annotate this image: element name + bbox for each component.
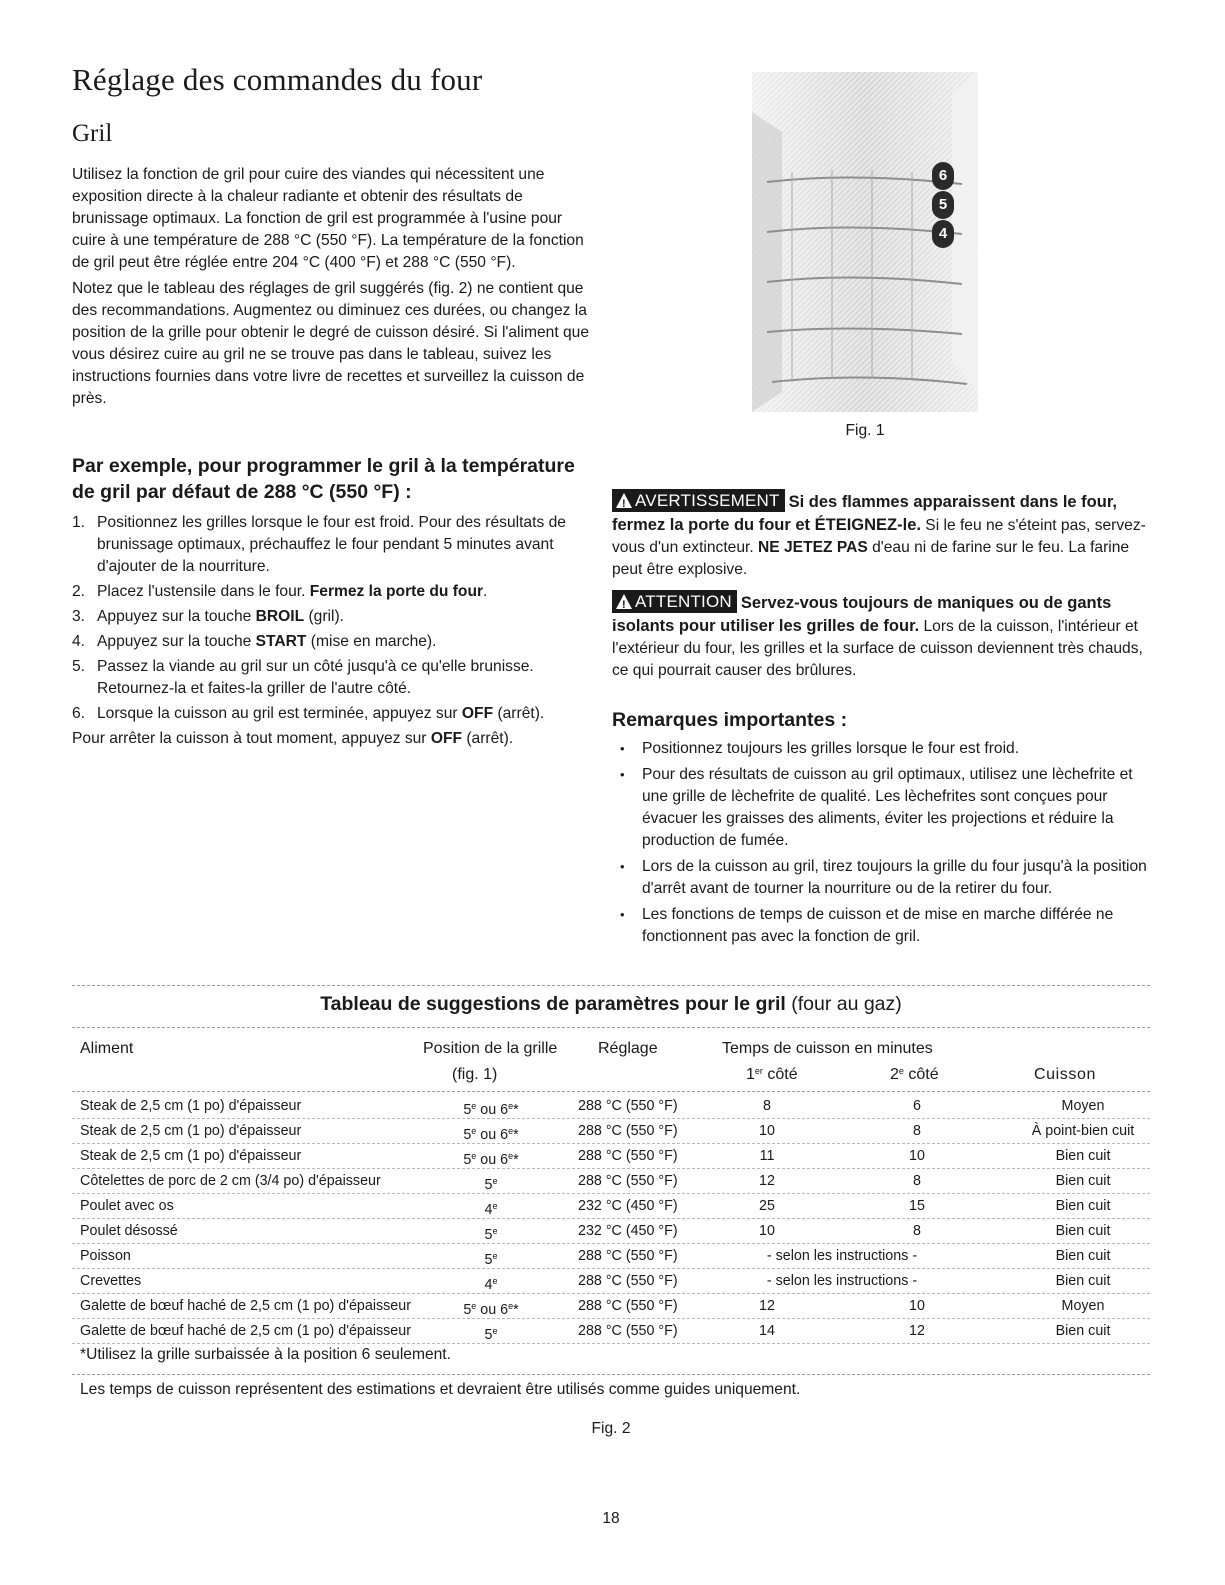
- cell-doneness: Bien cuit: [1055, 1198, 1111, 1214]
- cell-food: Poulet désossé: [80, 1223, 178, 1239]
- warning-triangle-icon: [616, 493, 632, 508]
- steps: [72, 512, 590, 725]
- cell-side2: 8: [913, 1223, 921, 1239]
- table-row: [72, 1144, 1150, 1169]
- table-bottom-rule: [72, 1374, 1150, 1375]
- cell-side1: 12: [759, 1298, 775, 1314]
- cell-doneness: Bien cuit: [1055, 1273, 1111, 1289]
- col-header-setting: Réglage: [598, 1040, 658, 1057]
- step-item: [72, 512, 590, 578]
- step-number: 2.: [72, 583, 86, 600]
- cell-setting: 288 °C (550 °F): [578, 1323, 678, 1339]
- cell-doneness: Bien cuit: [1055, 1323, 1111, 1339]
- cell-doneness: Moyen: [1061, 1298, 1105, 1314]
- note-item: • Les fonctions de temps de cuisson et de mise en marche différée ne fonctionnent pas avec la fonction de gril.: [612, 904, 1148, 948]
- warning-badge: !AVERTISSEMENT: [612, 489, 785, 512]
- rack-position: 4e: [484, 1276, 498, 1293]
- paragraph: Utilisez la fonction de gril pour cuire des viandes qui nécessitent une exposition directe à la chaleur radiante et obtenir des résultats de brunissage optimaux. La fonction de gril est programmée à l'usine pour cuire à une température de 288 °C (550 °F). La température de la fonction de gril peut être réglée entre 204 °C (400 °F) et 288 °C (550 °F).: [72, 166, 584, 271]
- cell-side1: 10: [759, 1223, 775, 1239]
- cell-setting: 288 °C (550 °F): [578, 1148, 678, 1164]
- step-emphasis: BROIL: [255, 608, 305, 625]
- rack-position: 5e: [484, 1176, 498, 1193]
- cell-food: Galette de bœuf haché de 2,5 cm (1 po) d'épaisseur: [80, 1298, 411, 1314]
- cell-doneness: Bien cuit: [1055, 1248, 1111, 1264]
- cell-food: Steak de 2,5 cm (1 po) d'épaisseur: [80, 1123, 302, 1139]
- caution-lead: Servez-vous toujours de maniques ou de gants isolants pour utiliser les grilles de four.: [612, 594, 1112, 635]
- note-item: • Positionnez toujours les grilles lorsque le four est froid.: [612, 738, 1148, 760]
- cell-setting: 232 °C (450 °F): [578, 1198, 678, 1214]
- caution-block: [612, 590, 1148, 682]
- step-text: Placez l'ustensile dans le four.: [97, 583, 310, 600]
- stop-note-emphasis: OFF: [430, 730, 463, 747]
- col-header-side1: 1er côté: [746, 1066, 798, 1083]
- warning-lead: Si des flammes apparaissent dans le four, fermez la porte du four et ÉTEIGNEZ-le.: [612, 493, 1117, 534]
- step-emphasis: Fermez la porte du four: [309, 583, 484, 600]
- cell-side1: 8: [763, 1098, 771, 1114]
- cell-food: Steak de 2,5 cm (1 po) d'épaisseur: [80, 1098, 302, 1114]
- table-top-rule: [72, 985, 1150, 986]
- cell-setting: 288 °C (550 °F): [578, 1273, 678, 1289]
- step-text: Lorsque la cuisson au gril est terminée, appuyez sur: [97, 705, 462, 722]
- stop-note-end: (arrêt).: [462, 730, 514, 747]
- table-row: [72, 1219, 1150, 1244]
- rack-position-4-label: 4: [932, 220, 954, 248]
- step-item: [72, 703, 590, 725]
- rack-position: 4e: [484, 1201, 498, 1218]
- step-text-end: (mise en marche).: [306, 633, 437, 650]
- cell-side2: 8: [913, 1173, 921, 1189]
- cell-setting: 232 °C (450 °F): [578, 1223, 678, 1239]
- paragraph: Notez que le tableau des réglages de gril suggérés (fig. 2) ne contient que des recommandations. Augmentez ou diminuez ces durées, ou changez la position de la grille pour obtenir le degré de cuisson désiré. Si l'aliment que vous désirez cuire au gril ne se trouve pas dans le tableau, suivez les instructions fournies dans votre livre de recettes et surveillez la cuisson de près.: [72, 280, 590, 407]
- rack-position: 5e: [484, 1251, 498, 1268]
- oven-rack-figure: [752, 72, 978, 412]
- cell-food: Poisson: [80, 1248, 131, 1264]
- notes-list-container: [612, 738, 1148, 952]
- rack-position: 5e ou 6e*: [463, 1126, 519, 1143]
- figure-1-caption: Fig. 1: [845, 422, 885, 439]
- step-item: [72, 656, 590, 700]
- step-item: [72, 631, 590, 653]
- rack-position: 5e ou 6e*: [463, 1101, 519, 1118]
- table-header-rule: [72, 1091, 1150, 1092]
- table-row: [72, 1319, 1150, 1344]
- step-text: Appuyez sur la touche: [97, 633, 256, 650]
- notes-heading: Remarques importantes :: [612, 709, 848, 731]
- stop-note: [72, 728, 590, 750]
- step-number: 6.: [72, 705, 86, 722]
- step-item: [72, 606, 590, 628]
- step-number: 3.: [72, 608, 86, 625]
- cell-time-note: - selon les instructions -: [766, 1273, 918, 1289]
- cell-food: Steak de 2,5 cm (1 po) d'épaisseur: [80, 1148, 302, 1164]
- step-number: 5.: [72, 658, 86, 675]
- table-row: [72, 1269, 1150, 1294]
- note-item: • Pour des résultats de cuisson au gril optimaux, utilisez une lèchefrite et une grille de lèchefrite de qualité. Les lèchefrites sont conçues pour évacuer les graisses des aliments, éviter les projections et réduire la production de fumée.: [612, 764, 1148, 852]
- cell-side1: 14: [759, 1323, 775, 1339]
- cell-side2: 8: [913, 1123, 921, 1139]
- rack-position-6-label: 6: [932, 162, 954, 190]
- cell-doneness: Moyen: [1061, 1098, 1105, 1114]
- col-header-time: Temps de cuisson en minutes: [722, 1040, 933, 1057]
- page-title: Réglage des commandes du four: [72, 62, 483, 97]
- cell-side1: 12: [759, 1173, 775, 1189]
- step-emphasis: START: [255, 633, 307, 650]
- cell-food: Crevettes: [80, 1273, 142, 1289]
- stop-note-text: Pour arrêter la cuisson à tout moment, appuyez sur: [72, 730, 431, 747]
- col-header-position-sub: (fig. 1): [452, 1066, 498, 1083]
- table-row: [72, 1244, 1150, 1269]
- cell-food: Côtelettes de porc de 2 cm (3/4 po) d'épaisseur: [80, 1173, 381, 1189]
- table-row: [72, 1119, 1150, 1144]
- cell-side2: 15: [909, 1198, 925, 1214]
- warning-emphasis: NE JETEZ PAS: [758, 539, 868, 556]
- warning-block: [612, 489, 1148, 581]
- table-footnote: *Utilisez la grille surbaissée à la position 6 seulement.: [80, 1346, 451, 1363]
- cell-side2: 10: [909, 1298, 925, 1314]
- step-text-end: (gril).: [304, 608, 345, 625]
- cell-side2: 12: [909, 1323, 925, 1339]
- intro-text: [72, 164, 590, 410]
- figure-2-caption: Fig. 2: [591, 1420, 631, 1437]
- caution-text: Lors de la cuisson, l'intérieur et l'extérieur du four, les grilles et la surface de cuisson deviennent très chauds, ce qui pourrait causer des brûlures.: [612, 618, 1143, 679]
- step-item: [72, 581, 590, 603]
- step-text: Appuyez sur la touche: [97, 608, 256, 625]
- cell-doneness: Bien cuit: [1055, 1223, 1111, 1239]
- table-row: [72, 1294, 1150, 1319]
- rack-position: 5e ou 6e*: [463, 1151, 519, 1168]
- step-text-end: .: [483, 583, 488, 600]
- cell-setting: 288 °C (550 °F): [578, 1298, 678, 1314]
- warning-text-2: d'eau ni de farine sur le feu. La farine peut être explosive.: [612, 539, 1130, 578]
- step-emphasis: OFF: [461, 705, 494, 722]
- cell-setting: 288 °C (550 °F): [578, 1173, 678, 1189]
- rack-position: 5e ou 6e*: [463, 1301, 519, 1318]
- col-header-food: Aliment: [80, 1040, 134, 1057]
- note-item: • Lors de la cuisson au gril, tirez toujours la grille du four jusqu'à la position d'arrêt avant de tourner la nourriture ou de la retirer du four.: [612, 856, 1148, 900]
- cell-setting: 288 °C (550 °F): [578, 1123, 678, 1139]
- cell-time-note: - selon les instructions -: [766, 1248, 918, 1264]
- table-summary: Les temps de cuisson représentent des estimations et devraient être utilisés comme guides uniquement.: [80, 1381, 801, 1398]
- col-header-position: Position de la grille: [423, 1040, 558, 1057]
- step-number: 1.: [72, 514, 86, 531]
- cell-side1: 10: [759, 1123, 775, 1139]
- cell-doneness: Bien cuit: [1055, 1148, 1111, 1164]
- notes-list: [612, 738, 1148, 948]
- cell-setting: 288 °C (550 °F): [578, 1248, 678, 1264]
- rack-position: 5e: [484, 1226, 498, 1243]
- cell-side2: 6: [913, 1098, 921, 1114]
- steps-list: [72, 512, 590, 750]
- cell-food: Galette de bœuf haché de 2,5 cm (1 po) d'épaisseur: [80, 1323, 411, 1339]
- section-title: Gril: [72, 120, 113, 147]
- caution-badge: !ATTENTION: [612, 590, 737, 613]
- step-text: Passez la viande au gril sur un côté jusqu'à ce qu'elle brunisse. Retournez-la et faites-la griller de l'autre côté.: [97, 658, 534, 697]
- cell-side2: 10: [909, 1148, 925, 1164]
- table-title: Tableau de suggestions de paramètres pour le gril (four au gaz): [320, 993, 902, 1015]
- step-text-end: (arrêt).: [493, 705, 545, 722]
- col-header-doneness: Cuisson: [1034, 1066, 1097, 1083]
- cell-side1: 11: [759, 1148, 775, 1164]
- table-row: [72, 1094, 1150, 1119]
- table-title-rule: [72, 1027, 1150, 1028]
- cell-food: Poulet avec os: [80, 1198, 174, 1214]
- rack-position-5-label: 5: [932, 191, 954, 219]
- cell-doneness: À point-bien cuit: [1031, 1123, 1135, 1139]
- table-row: [72, 1194, 1150, 1219]
- page-number: 18: [602, 1510, 620, 1527]
- rack-position: 5e: [484, 1326, 498, 1343]
- table-row: [72, 1169, 1150, 1194]
- cell-setting: 288 °C (550 °F): [578, 1098, 678, 1114]
- step-text: Positionnez les grilles lorsque le four est froid. Pour des résultats de brunissage optimaux, préchauffez le four pendant 5 minutes avant d'ajouter de la nourriture.: [97, 514, 566, 575]
- cell-side1: 25: [759, 1198, 775, 1214]
- col-header-side2: 2e côté: [890, 1066, 939, 1083]
- cell-doneness: Bien cuit: [1055, 1173, 1111, 1189]
- caution-triangle-icon: [616, 594, 632, 609]
- example-heading: Par exemple, pour programmer le gril à la température de gril par défaut de 288 °C (550 °F) :: [72, 455, 575, 503]
- step-number: 4.: [72, 633, 86, 650]
- warning-text: Si le feu ne s'éteint pas, servez-vous d'un extincteur.: [612, 517, 1146, 556]
